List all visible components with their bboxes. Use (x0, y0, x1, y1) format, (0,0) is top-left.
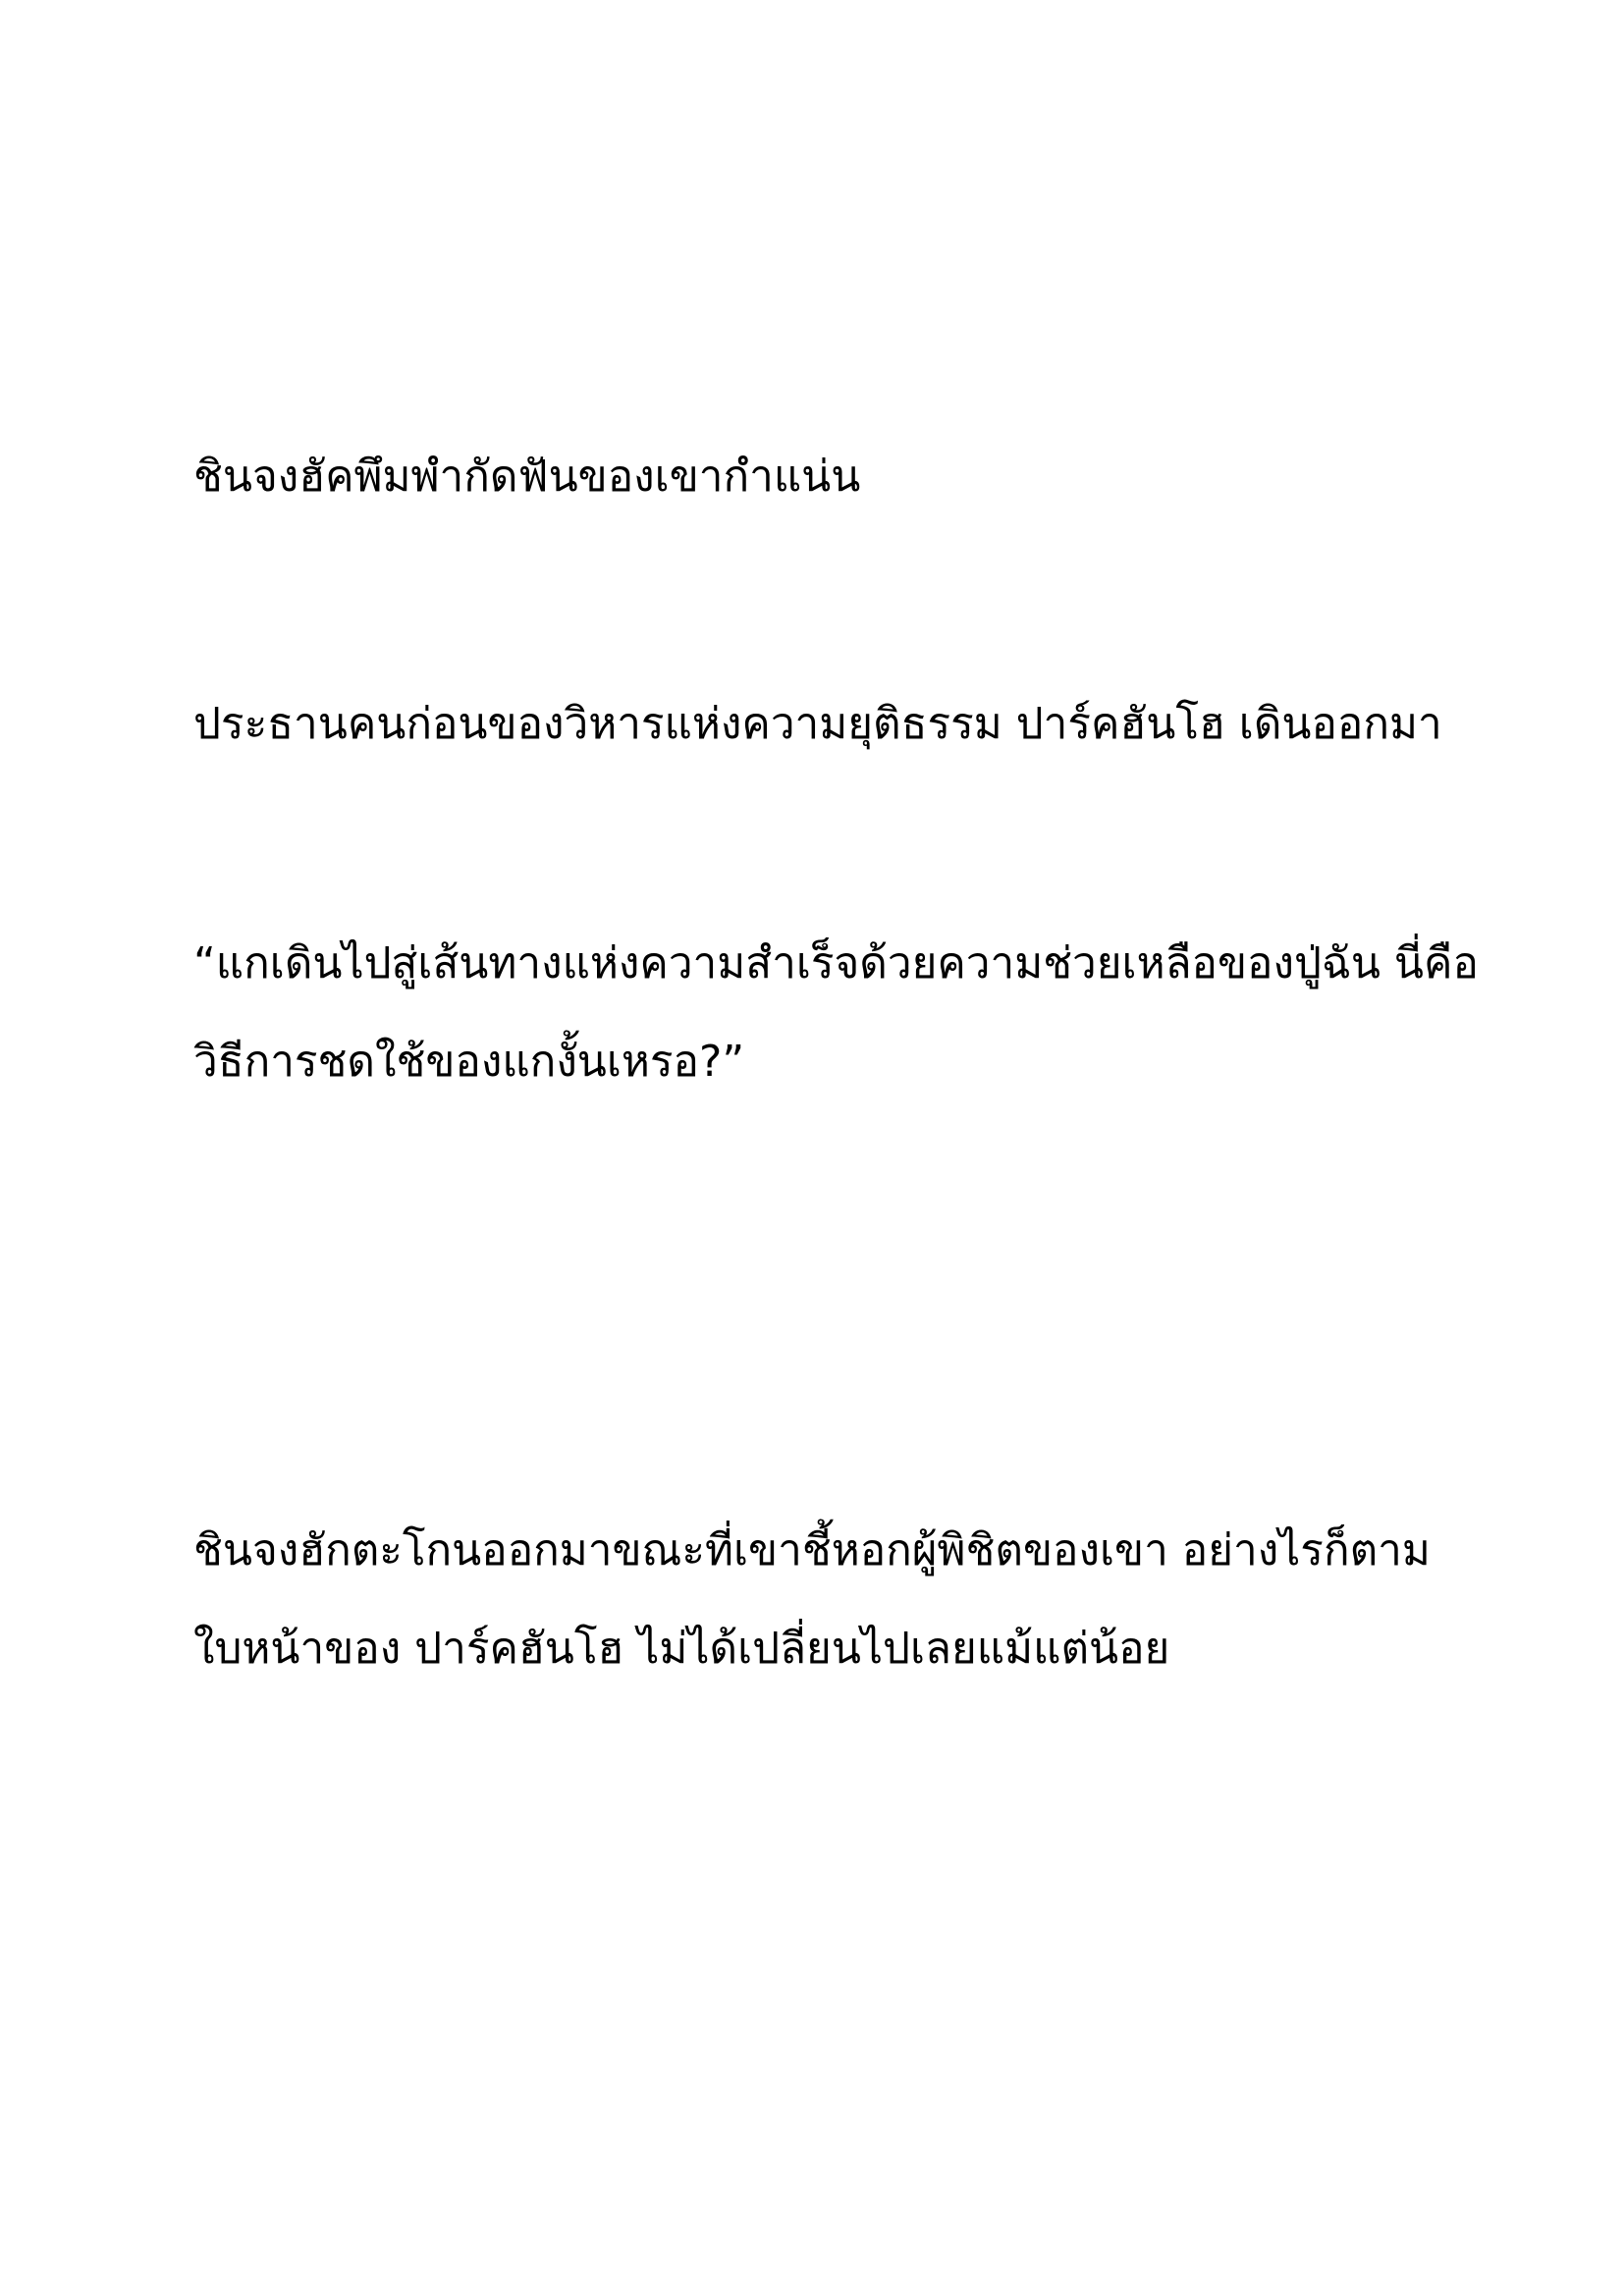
paragraph-1-line-1: ชินจงฮัคพึมพำกัดฟันของเขากำแน่น (193, 452, 861, 502)
paragraph-4-line-1: ชินจงฮักตะโกนออกมาขณะที่เขาชี้หอกผู้พิชิตของเขา อย่างไรก็ตาม (193, 1525, 1431, 1575)
paragraph-3-line-1: “แกเดินไปสู่เส้นทางแห่งความสำเร็จด้วยความช่วยเหลือของปู่ฉัน นี่คือ (193, 938, 1479, 988)
paragraph-4-line-2: ใบหน้าของ ปาร์คฮันโฮ ไม่ได้เปลี่ยนไปเลยแม้แต่น้อย (193, 1624, 1170, 1674)
paragraph-3-line-2: วิธีการชดใช้ของแกงั้นเหรอ?” (193, 1037, 745, 1087)
paragraph-2-line-1: ประธานคนก่อนของวิหารแห่งความยุติธรรม ปาร์คฮันโฮ เดินออกมา (193, 699, 1442, 749)
